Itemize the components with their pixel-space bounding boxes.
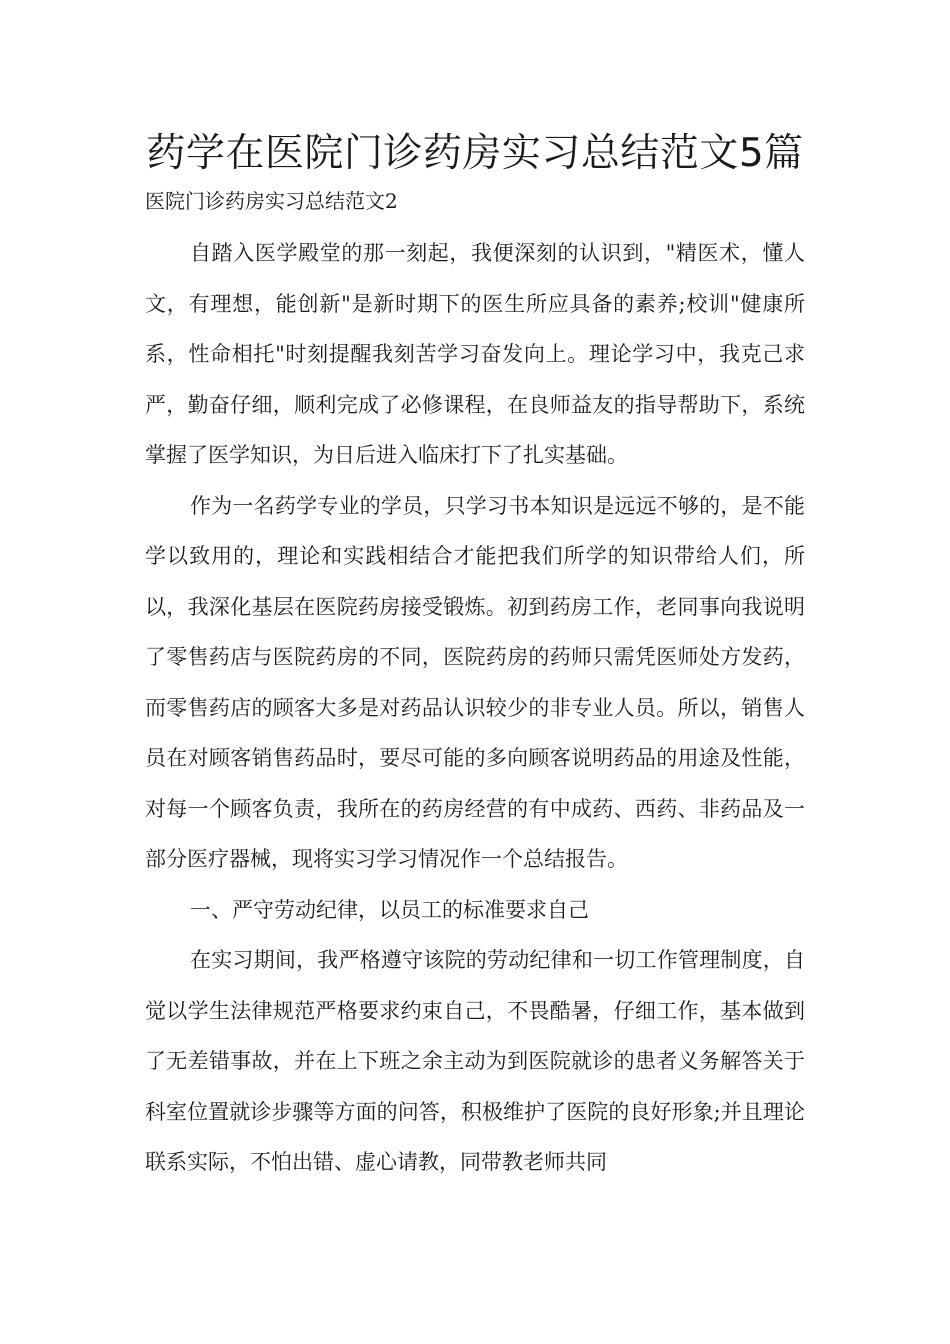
document-title: 药学在医院门诊药房实习总结范文5篇 [146, 131, 804, 176]
section-heading-discipline: 一、严守劳动纪律，以员工的标准要求自己 [190, 897, 589, 922]
document-body [145, 228, 805, 1188]
paragraph-discipline: 在实习期间，我严格遵守该院的劳动纪律和一切工作管理制度，自觉以学生法律规范严格要求约束自己，不畏酷暑，仔细工作，基本做到了无差错事故，并在上下班之余主动为到医院就诊的患者义务解答关于科室位置就诊步骤等方面的问答，积极维护了医院的良好形象;并且理论联系实际，不怕出错、虚心请教，同带教老师共同 [145, 948, 805, 1174]
paragraph-intro: 自踏入医学殿堂的那一刻起，我便深刻的认识到，"精医术，懂人文，有理想，能创新"是新时期下的医生所应具备的素养;校训"健康所系，性命相托"时刻提醒我刻苦学习奋发向上。理论学习中，我克己求严，勤奋仔细，顺利完成了必修课程，在良师益友的指导帮助下，系统掌握了医学知识，为日后进入临床打下了扎实基础。 [145, 241, 805, 467]
document-subtitle: 医院门诊药房实习总结范文2 [145, 189, 398, 213]
paragraph-pharmacy-practice: 作为一名药学专业的学员，只学习书本知识是远远不够的，是不能学以致用的，理论和实践相结合才能把我们所学的知识带给人们，所以，我深化基层在医院药房接受锻炼。初到药房工作，老同事向我说明了零售药店与医院药房的不同，医院药房的药师只需凭医师处方发药，而零售药店的顾客大多是对药品认识较少的非专业人员。所以，销售人员在对顾客销售药品时，要尽可能的多向顾客说明药品的用途及性能，对每一个顾客负责，我所在的药房经营的有中成药、西药、非药品及一部分医疗器械，现将实习学习情况作一个总结报告。 [145, 493, 805, 871]
